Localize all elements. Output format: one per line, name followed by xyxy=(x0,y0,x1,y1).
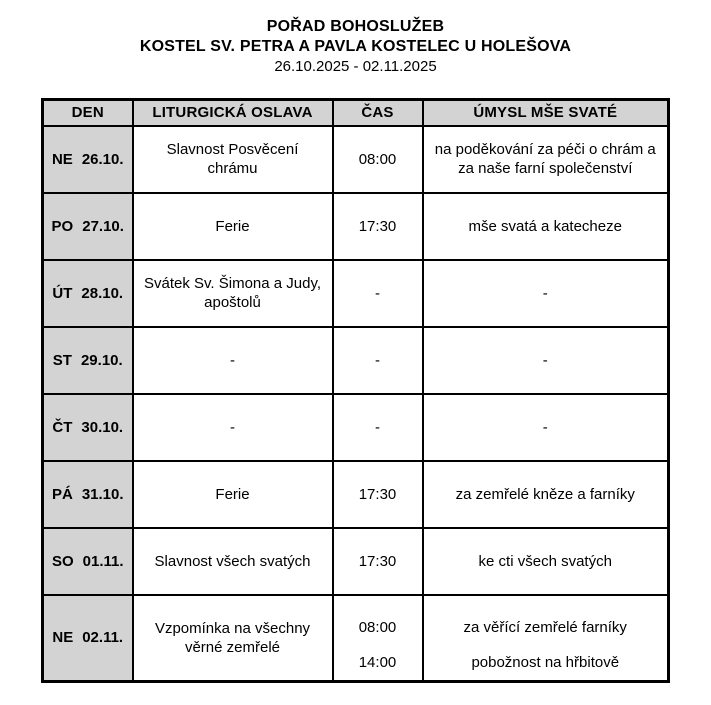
page-subtitle: KOSTEL SV. PETRA A PAVLA KOSTELEC U HOLEŠOVA xyxy=(139,38,572,55)
intention-cell: mše svatá a katecheze xyxy=(423,193,669,260)
time-second: 14:00 xyxy=(358,653,397,671)
celebration-cell: Slavnost všech svatých xyxy=(133,528,333,595)
celebration-cell: Slavnost Posvěcení chrámu xyxy=(133,126,333,193)
celebration-cell: Vzpomínka na všechny věrné zemřelé xyxy=(133,595,333,682)
day-date: 30.10. xyxy=(81,418,124,436)
schedule-table xyxy=(41,98,670,683)
table-row xyxy=(43,461,669,528)
day-cell xyxy=(43,126,133,193)
header-row xyxy=(43,100,669,126)
day-date: 02.11. xyxy=(82,629,124,646)
day-date: 28.10. xyxy=(81,284,124,302)
time-cell: 17:30 xyxy=(333,193,423,260)
intention-cell: - xyxy=(423,327,669,394)
table-header xyxy=(43,100,669,126)
table-row xyxy=(43,126,669,193)
day-cell xyxy=(43,394,133,461)
day-abbr: NE xyxy=(51,150,73,168)
day-abbr: ÚT xyxy=(52,284,73,302)
time-cell: - xyxy=(333,260,423,327)
time-cell xyxy=(333,595,423,682)
day-cell xyxy=(43,461,133,528)
time-cell: 17:30 xyxy=(333,461,423,528)
table-row xyxy=(43,595,669,682)
celebration-cell: Ferie xyxy=(133,193,333,260)
celebration-cell: - xyxy=(133,394,333,461)
day-abbr: NE xyxy=(52,629,74,646)
intention-first: za věřící zemřelé farníky xyxy=(463,618,627,636)
time-first: 08:00 xyxy=(358,618,397,636)
day-abbr: ČT xyxy=(52,418,73,436)
document-header xyxy=(0,17,711,77)
date-range: 26.10.2025 - 02.11.2025 xyxy=(274,58,437,75)
page-title: POŘAD BOHOSLUŽEB xyxy=(266,18,445,35)
day-date: 26.10. xyxy=(81,150,124,168)
intention-second: pobožnost na hřbitově xyxy=(471,653,620,671)
day-date: 27.10. xyxy=(82,217,124,235)
day-date: 31.10. xyxy=(81,485,124,503)
intention-cell: na poděkování za péči o chrám a za naše farní společenství xyxy=(423,126,669,193)
day-cell xyxy=(43,193,133,260)
day-date: 01.11. xyxy=(82,552,124,570)
table-row xyxy=(43,193,669,260)
celebration-cell: Ferie xyxy=(133,461,333,528)
table-row xyxy=(43,327,669,394)
day-abbr: PÁ xyxy=(51,485,73,503)
intention-cell: - xyxy=(423,260,669,327)
day-cell xyxy=(43,260,133,327)
intention-cell: za zemřelé kněze a farníky xyxy=(423,461,669,528)
intention-cell: - xyxy=(423,394,669,461)
day-cell xyxy=(43,327,133,394)
day-abbr: SO xyxy=(51,552,74,570)
column-header-time: ČAS xyxy=(333,100,423,126)
column-header-day: DEN xyxy=(43,100,133,126)
time-cell: 08:00 xyxy=(333,126,423,193)
day-cell xyxy=(43,528,133,595)
day-abbr: PO xyxy=(51,217,74,235)
day-date: 29.10. xyxy=(80,351,123,369)
column-header-intention: ÚMYSL MŠE SVATÉ xyxy=(423,100,669,126)
intention-cell xyxy=(423,595,669,682)
intention-cell: ke cti všech svatých xyxy=(423,528,669,595)
celebration-cell: - xyxy=(133,327,333,394)
time-cell: - xyxy=(333,327,423,394)
time-cell: - xyxy=(333,394,423,461)
day-abbr: ST xyxy=(52,351,72,369)
time-cell: 17:30 xyxy=(333,528,423,595)
day-cell xyxy=(43,595,133,682)
celebration-cell: Svátek Sv. Šimona a Judy, apoštolů xyxy=(133,260,333,327)
table-row xyxy=(43,260,669,327)
table-row xyxy=(43,528,669,595)
column-header-celebration: LITURGICKÁ OSLAVA xyxy=(133,100,333,126)
table-row xyxy=(43,394,669,461)
